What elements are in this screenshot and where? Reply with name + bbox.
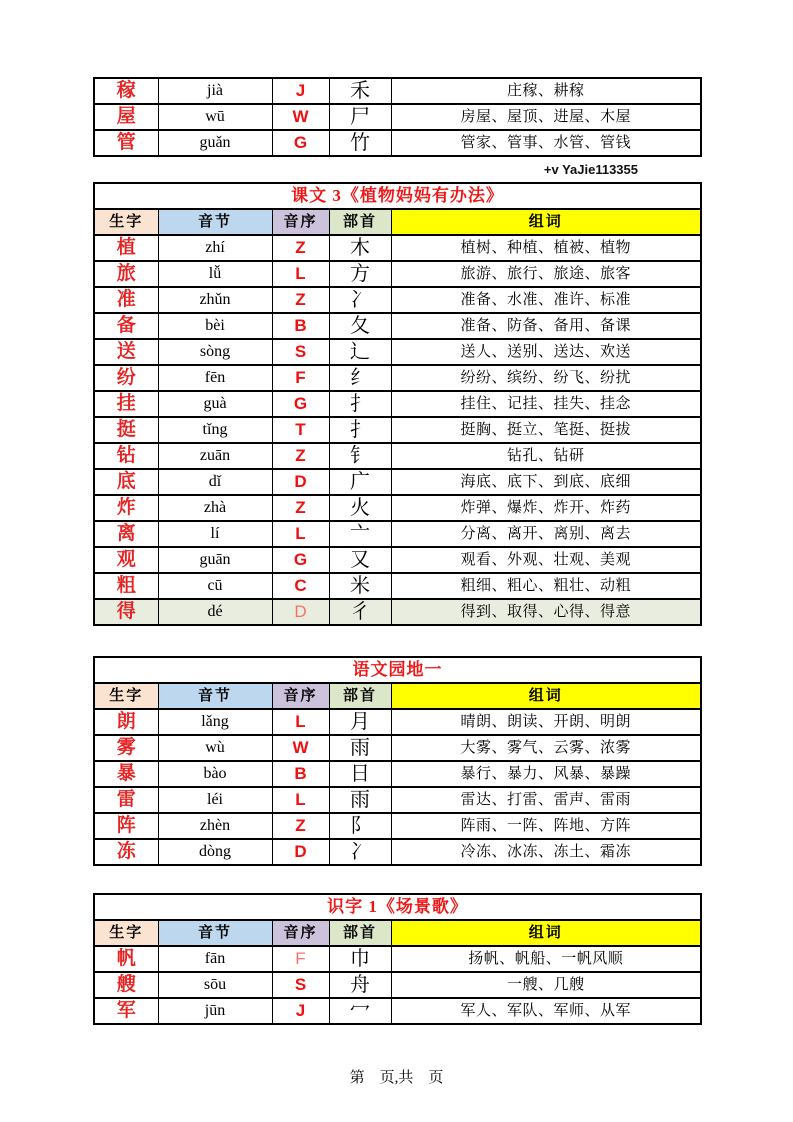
column-header-row (94, 920, 701, 946)
char-cell: 纷 (94, 365, 158, 391)
words-cell: 准备、水准、准许、标准 (391, 287, 701, 313)
pinyin-cell: dòng (158, 839, 272, 865)
table-title-row (94, 183, 701, 209)
column-header-yinjie: 音节 (158, 209, 272, 235)
initial-cell: S (272, 339, 329, 365)
char-cell: 离 (94, 521, 158, 547)
pinyin-cell: lǚ (158, 261, 272, 287)
page-footer: 第 页,共 页 (349, 1070, 444, 1086)
words-cell: 准备、防备、备用、备课 (391, 313, 701, 339)
words-cell: 管家、管事、水管、管钱 (391, 130, 701, 156)
words-cell: 军人、军队、军师、从军 (391, 998, 701, 1024)
table-row (94, 235, 701, 261)
initial-cell: B (272, 761, 329, 787)
radical-cell: 方 (329, 261, 391, 287)
column-header-zuci: 组词 (391, 683, 701, 709)
table-row (94, 946, 701, 972)
words-cell: 粗细、粗心、粗壮、动粗 (391, 573, 701, 599)
table-row (94, 787, 701, 813)
char-cell: 阵 (94, 813, 158, 839)
initial-cell: Z (272, 813, 329, 839)
radical-cell: 尸 (329, 104, 391, 130)
radical-cell: 彳 (329, 599, 391, 625)
column-header-shengzi: 生字 (94, 683, 158, 709)
words-cell: 旅游、旅行、旅途、旅客 (391, 261, 701, 287)
pinyin-cell: zhí (158, 235, 272, 261)
initial-cell: D (272, 839, 329, 865)
radical-cell: 夂 (329, 313, 391, 339)
column-header-bushou: 部首 (329, 683, 391, 709)
words-cell: 植树、种植、植被、植物 (391, 235, 701, 261)
char-cell: 得 (94, 599, 158, 625)
char-cell: 雷 (94, 787, 158, 813)
table-row (94, 495, 701, 521)
radical-cell: 雨 (329, 735, 391, 761)
pinyin-cell: sòng (158, 339, 272, 365)
initial-cell: Z (272, 495, 329, 521)
column-header-yinxu: 音序 (272, 683, 329, 709)
char-table (93, 77, 702, 157)
initial-cell: G (272, 547, 329, 573)
pinyin-cell: bèi (158, 313, 272, 339)
radical-cell: 雨 (329, 787, 391, 813)
table-row (94, 709, 701, 735)
initial-cell: T (272, 417, 329, 443)
char-cell: 底 (94, 469, 158, 495)
words-cell: 雷达、打雷、雷声、雷雨 (391, 787, 701, 813)
initial-cell: B (272, 313, 329, 339)
pinyin-cell: bào (158, 761, 272, 787)
table-row (94, 417, 701, 443)
initial-cell: L (272, 261, 329, 287)
char-cell: 炸 (94, 495, 158, 521)
radical-cell: 辶 (329, 339, 391, 365)
radical-cell: 扌 (329, 391, 391, 417)
initial-cell: J (272, 78, 329, 104)
table-title: 课文 3《植物妈妈有办法》 (94, 183, 701, 209)
words-cell: 纷纷、缤纷、纷飞、纷扰 (391, 365, 701, 391)
table-row (94, 261, 701, 287)
initial-cell: Z (272, 287, 329, 313)
initial-cell: L (272, 709, 329, 735)
words-cell: 冷冻、冰冻、冻土、霜冻 (391, 839, 701, 865)
char-cell: 钻 (94, 443, 158, 469)
words-cell: 晴朗、朗读、开朗、明朗 (391, 709, 701, 735)
table-row (94, 287, 701, 313)
words-cell: 炸弹、爆炸、炸开、炸药 (391, 495, 701, 521)
table-row (94, 547, 701, 573)
table-row (94, 521, 701, 547)
char-cell: 粗 (94, 573, 158, 599)
radical-cell: 又 (329, 547, 391, 573)
char-table (93, 893, 702, 1025)
words-cell: 钻孔、钻研 (391, 443, 701, 469)
initial-cell: J (272, 998, 329, 1024)
table-row (94, 365, 701, 391)
radical-cell: 火 (329, 495, 391, 521)
table-row (94, 469, 701, 495)
table-row (94, 599, 701, 625)
table-title: 识字 1《场景歌》 (94, 894, 701, 920)
pinyin-cell: guà (158, 391, 272, 417)
initial-cell: L (272, 521, 329, 547)
column-header-row (94, 683, 701, 709)
char-table (93, 656, 702, 866)
pinyin-cell: wù (158, 735, 272, 761)
pinyin-cell: léi (158, 787, 272, 813)
radical-cell: 扌 (329, 417, 391, 443)
pinyin-cell: cū (158, 573, 272, 599)
radical-cell: 冫 (329, 287, 391, 313)
radical-cell: 阝 (329, 813, 391, 839)
words-cell: 庄稼、耕稼 (391, 78, 701, 104)
table-continuation (93, 77, 700, 157)
pinyin-cell: dé (158, 599, 272, 625)
table-row (94, 313, 701, 339)
table-title: 语文园地一 (94, 657, 701, 683)
char-cell: 冻 (94, 839, 158, 865)
pinyin-cell: wū (158, 104, 272, 130)
char-cell: 暴 (94, 761, 158, 787)
char-cell: 艘 (94, 972, 158, 998)
radical-cell: 月 (329, 709, 391, 735)
table-row (94, 443, 701, 469)
pinyin-cell: lí (158, 521, 272, 547)
table-row (94, 735, 701, 761)
words-cell: 大雾、雾气、云雾、浓雾 (391, 735, 701, 761)
words-cell: 送人、送别、送达、欢送 (391, 339, 701, 365)
pinyin-cell: jià (158, 78, 272, 104)
char-cell: 旅 (94, 261, 158, 287)
char-cell: 稼 (94, 78, 158, 104)
table-yuwen-yuandi-1 (93, 656, 700, 866)
table-row (94, 839, 701, 865)
pinyin-cell: fēn (158, 365, 272, 391)
column-header-yinxu: 音序 (272, 920, 329, 946)
words-cell: 扬帆、帆船、一帆风顺 (391, 946, 701, 972)
radical-cell: 巾 (329, 946, 391, 972)
table-row (94, 391, 701, 417)
radical-cell: 钅 (329, 443, 391, 469)
table-row (94, 972, 701, 998)
spacer (93, 866, 700, 893)
table-row (94, 130, 701, 156)
radical-cell: 舟 (329, 972, 391, 998)
pinyin-cell: tǐng (158, 417, 272, 443)
worksheet-content (93, 77, 700, 1025)
pinyin-cell: zuān (158, 443, 272, 469)
column-header-zuci: 组词 (391, 209, 701, 235)
radical-cell: 亠 (329, 521, 391, 547)
pinyin-cell: dǐ (158, 469, 272, 495)
char-cell: 送 (94, 339, 158, 365)
pinyin-cell: zhèn (158, 813, 272, 839)
char-cell: 朗 (94, 709, 158, 735)
pinyin-cell: lǎng (158, 709, 272, 735)
pinyin-cell: sōu (158, 972, 272, 998)
column-header-yinjie: 音节 (158, 683, 272, 709)
char-cell: 雾 (94, 735, 158, 761)
char-cell: 帆 (94, 946, 158, 972)
table-row (94, 339, 701, 365)
words-cell: 海底、底下、到底、底细 (391, 469, 701, 495)
table-kewen-3 (93, 182, 700, 626)
char-table (93, 182, 702, 626)
radical-cell: 米 (329, 573, 391, 599)
radical-cell: 冫 (329, 839, 391, 865)
column-header-shengzi: 生字 (94, 209, 158, 235)
radical-cell: 广 (329, 469, 391, 495)
char-cell: 挂 (94, 391, 158, 417)
table-row (94, 998, 701, 1024)
initial-cell: F (272, 946, 329, 972)
words-cell: 暴行、暴力、风暴、暴躁 (391, 761, 701, 787)
initial-cell: S (272, 972, 329, 998)
table-title-row (94, 894, 701, 920)
words-cell: 分离、离开、离别、离去 (391, 521, 701, 547)
initial-cell: F (272, 365, 329, 391)
radical-cell: 冖 (329, 998, 391, 1024)
char-cell: 观 (94, 547, 158, 573)
pinyin-cell: zhà (158, 495, 272, 521)
words-cell: 一艘、几艘 (391, 972, 701, 998)
char-cell: 屋 (94, 104, 158, 130)
radical-cell: 木 (329, 235, 391, 261)
spacer (93, 626, 700, 656)
pinyin-cell: zhǔn (158, 287, 272, 313)
initial-cell: Z (272, 235, 329, 261)
column-header-zuci: 组词 (391, 920, 701, 946)
column-header-shengzi: 生字 (94, 920, 158, 946)
column-header-row (94, 209, 701, 235)
initial-cell: C (272, 573, 329, 599)
pinyin-cell: guǎn (158, 130, 272, 156)
initial-cell: W (272, 735, 329, 761)
watermark-row (93, 157, 700, 182)
column-header-yinjie: 音节 (158, 920, 272, 946)
initial-cell: G (272, 391, 329, 417)
initial-cell: D (272, 599, 329, 625)
words-cell: 得到、取得、心得、得意 (391, 599, 701, 625)
initial-cell: L (272, 787, 329, 813)
pinyin-cell: fān (158, 946, 272, 972)
table-row (94, 78, 701, 104)
column-header-bushou: 部首 (329, 920, 391, 946)
table-row (94, 573, 701, 599)
initial-cell: W (272, 104, 329, 130)
initial-cell: G (272, 130, 329, 156)
table-row (94, 761, 701, 787)
column-header-bushou: 部首 (329, 209, 391, 235)
char-cell: 备 (94, 313, 158, 339)
char-cell: 军 (94, 998, 158, 1024)
initial-cell: Z (272, 443, 329, 469)
table-title-row (94, 657, 701, 683)
initial-cell: D (272, 469, 329, 495)
char-cell: 植 (94, 235, 158, 261)
words-cell: 房屋、屋顶、进屋、木屋 (391, 104, 701, 130)
char-cell: 挺 (94, 417, 158, 443)
words-cell: 挺胸、挺立、笔挺、挺拔 (391, 417, 701, 443)
radical-cell: 日 (329, 761, 391, 787)
words-cell: 挂住、记挂、挂失、挂念 (391, 391, 701, 417)
char-cell: 准 (94, 287, 158, 313)
table-row (94, 104, 701, 130)
words-cell: 观看、外观、壮观、美观 (391, 547, 701, 573)
radical-cell: 竹 (329, 130, 391, 156)
column-header-yinxu: 音序 (272, 209, 329, 235)
radical-cell: 禾 (329, 78, 391, 104)
radical-cell: 纟 (329, 365, 391, 391)
table-row (94, 813, 701, 839)
words-cell: 阵雨、一阵、阵地、方阵 (391, 813, 701, 839)
char-cell: 管 (94, 130, 158, 156)
watermark-contact: +v YaJie113355 (543, 162, 638, 177)
table-shizi-1 (93, 893, 700, 1025)
pinyin-cell: guān (158, 547, 272, 573)
pinyin-cell: jūn (158, 998, 272, 1024)
